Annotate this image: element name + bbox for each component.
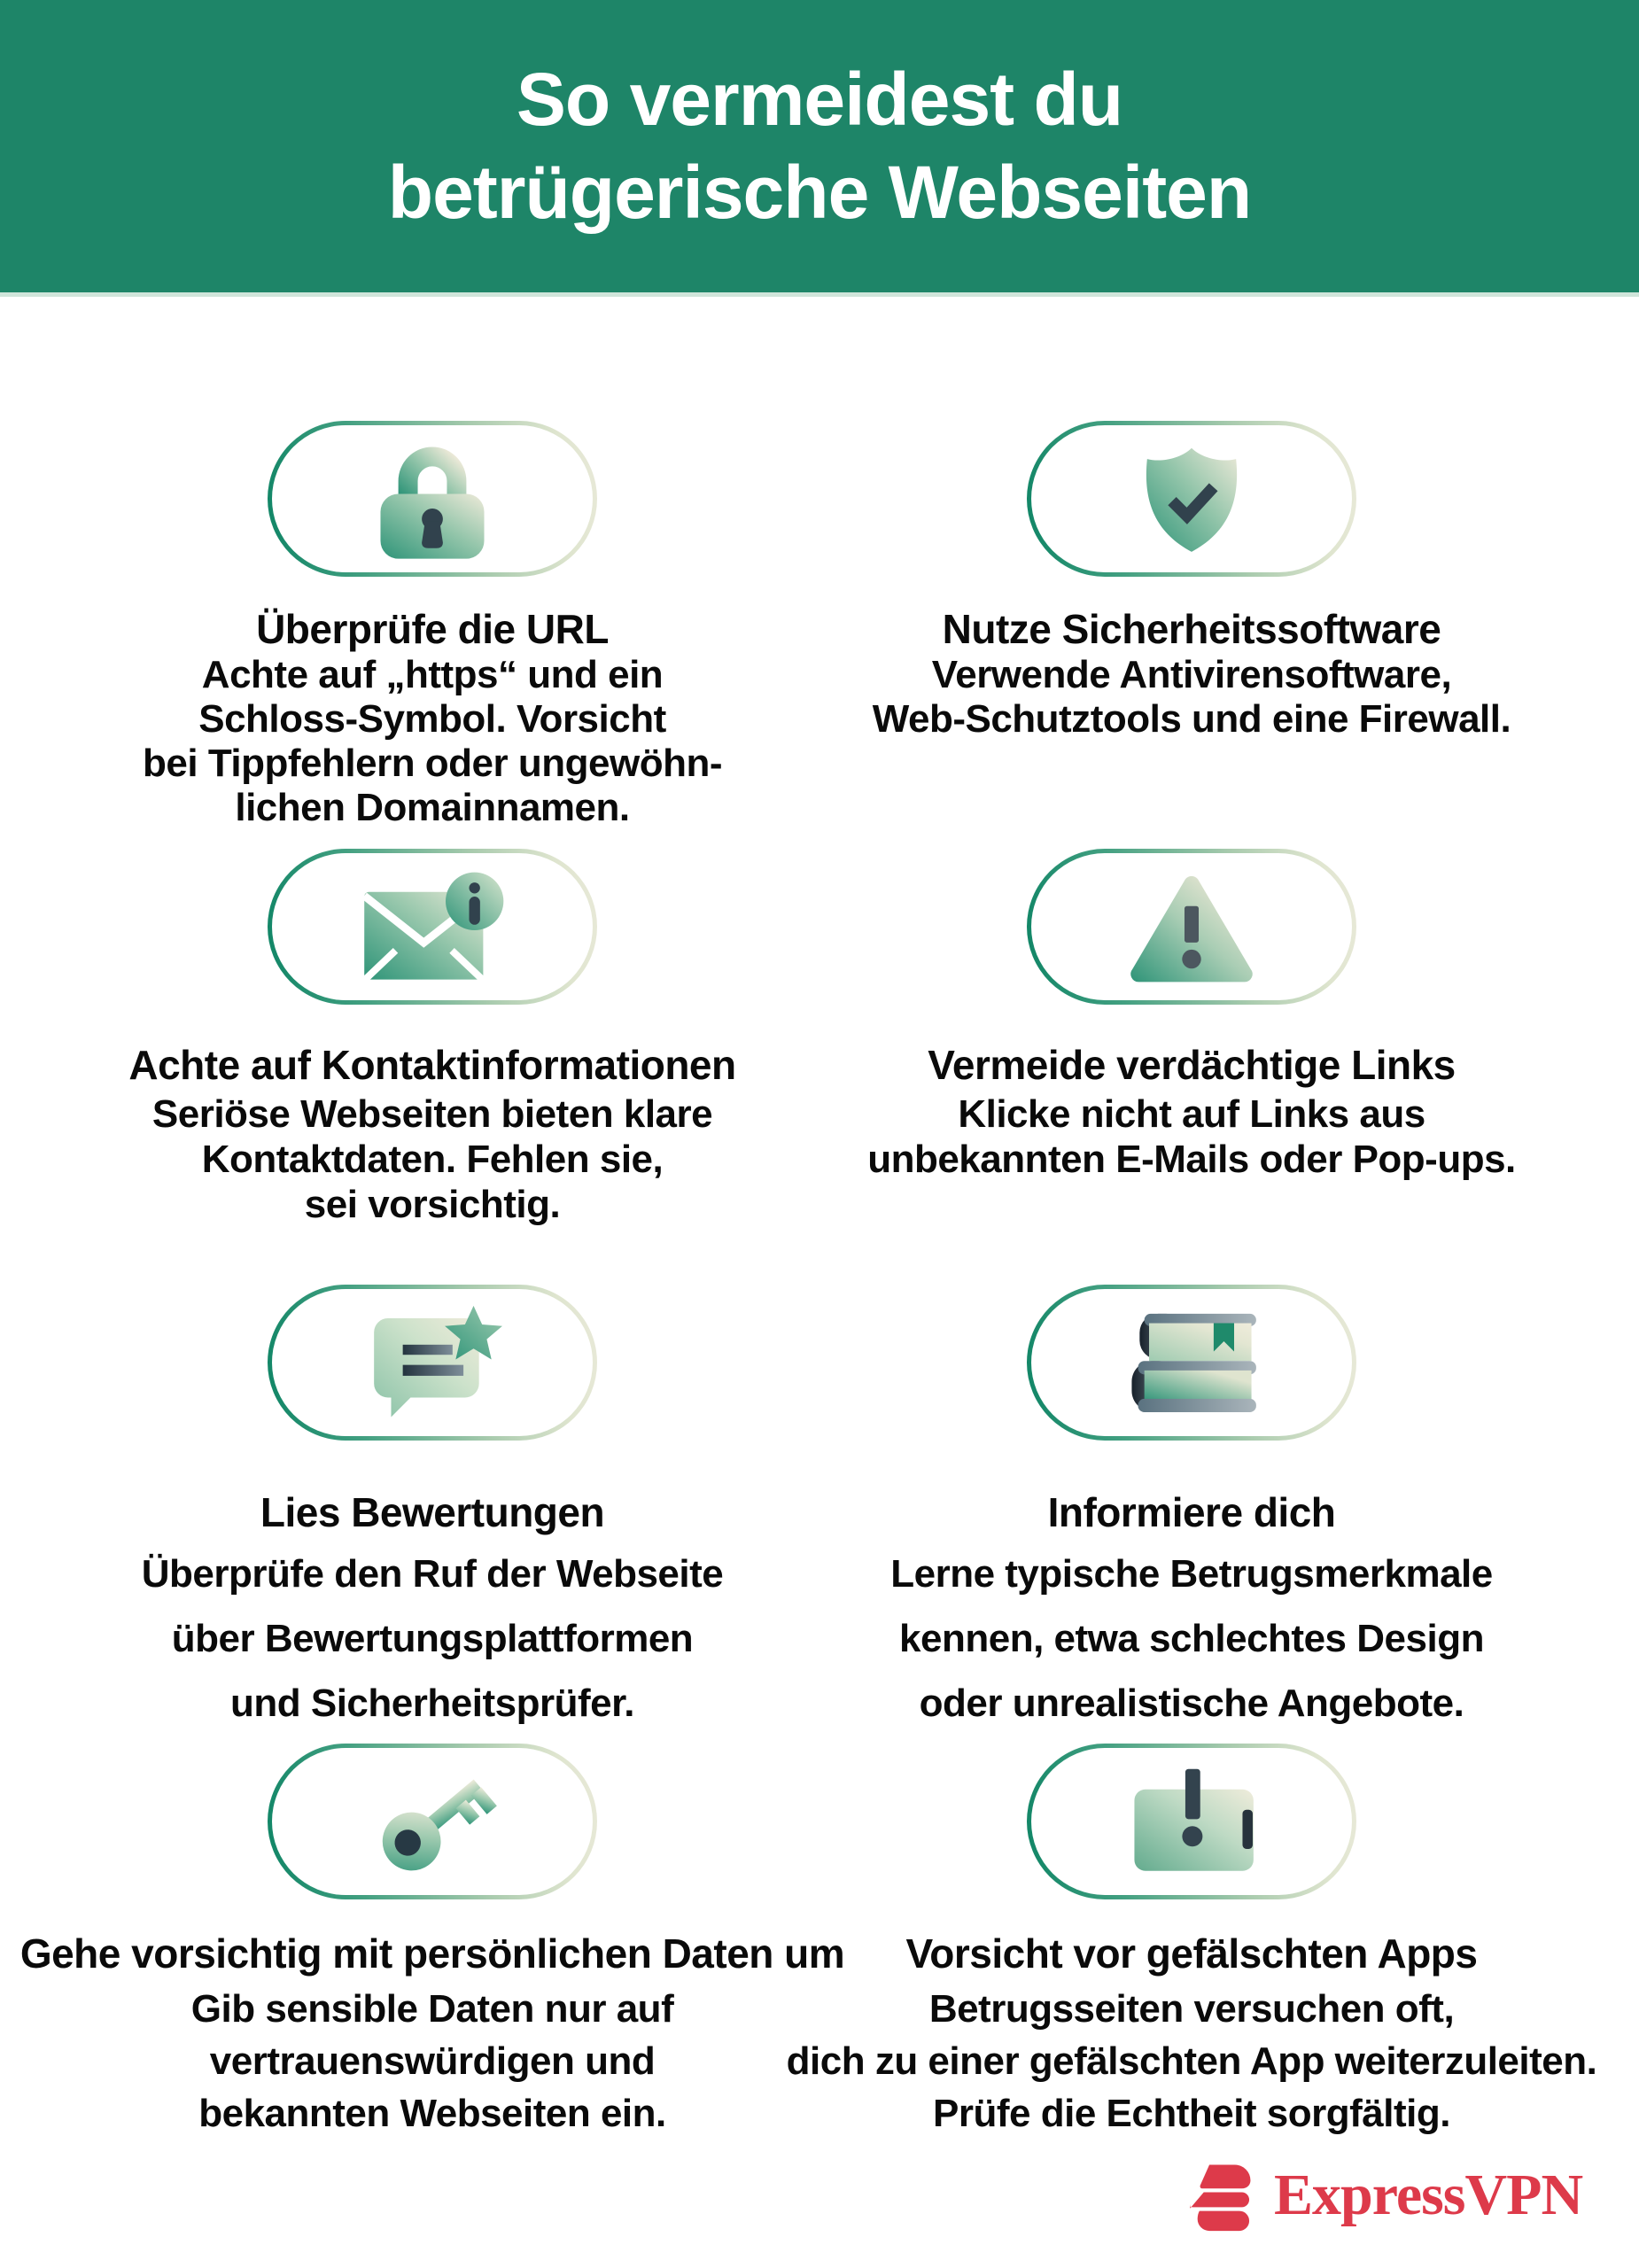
warning-triangle-icon xyxy=(1124,868,1259,985)
tip-body-line: über Bewertungsplattformen xyxy=(171,1617,694,1660)
tip-item-read-reviews xyxy=(7,1285,858,1736)
tip-body-line: Überprüfe den Ruf der Webseite xyxy=(141,1552,724,1596)
tip-body-line: vertrauenswürdigen und xyxy=(209,2039,656,2083)
review-chat-icon xyxy=(362,1304,502,1421)
tip-item-fake-apps xyxy=(749,1744,1635,2140)
lock-icon xyxy=(376,436,489,562)
tip-item-check-url xyxy=(7,421,858,830)
shield-check-icon xyxy=(1133,438,1250,560)
tip-body xyxy=(7,1542,858,1736)
tip-body-line: Verwende Antivirensoftware, xyxy=(931,653,1452,696)
tip-title: Vorsicht vor gefälschten Apps xyxy=(905,1930,1478,1977)
tip-title: Überprüfe die URL xyxy=(256,606,609,652)
tip-body-line: Betrugsseiten versuchen oft, xyxy=(928,1987,1455,2031)
tip-body-line: Lerne typische Betrugsmerkmale xyxy=(890,1552,1493,1596)
tip-title: Vermeide verdächtige Links xyxy=(928,1042,1456,1088)
expressvpn-logo-icon xyxy=(1180,2155,1260,2236)
tip-body-line: sei vorsichtig. xyxy=(304,1183,561,1226)
tip-body xyxy=(749,1091,1635,1182)
tip-body xyxy=(749,1542,1635,1736)
icon-pill xyxy=(268,1744,597,1899)
tip-item-suspicious-links xyxy=(749,849,1635,1182)
tip-item-security-software xyxy=(749,421,1635,742)
tip-body-line: dich zu einer gefälschten App weiterzuleiten. xyxy=(786,2039,1597,2083)
tip-title: Nutze Sicherheitssoftware xyxy=(942,606,1441,652)
phone-warning-icon xyxy=(1117,1766,1266,1877)
header-banner xyxy=(0,0,1639,297)
icon-pill xyxy=(268,849,597,1005)
tip-body-line: Web-Schutztools und eine Firewall. xyxy=(872,697,1511,741)
tip-body-line: und Sicherheitsprüfer. xyxy=(230,1682,634,1725)
tip-item-inform-yourself xyxy=(749,1285,1635,1736)
mail-info-icon xyxy=(357,870,508,983)
tip-body xyxy=(7,1091,858,1227)
tip-body-line: Seriöse Webseiten bieten klare xyxy=(151,1092,713,1136)
expressvpn-logo xyxy=(1180,2151,1582,2240)
tip-body xyxy=(7,653,858,830)
key-icon xyxy=(367,1765,498,1878)
books-icon xyxy=(1121,1310,1262,1415)
icon-pill xyxy=(1027,849,1356,1005)
icon-pill xyxy=(268,1285,597,1441)
icon-pill xyxy=(1027,1744,1356,1899)
tip-body-line: Gib sensible Daten nur auf xyxy=(190,1987,674,2031)
tip-body-line: Schloss-Symbol. Vorsicht xyxy=(198,697,666,741)
page-title-line1: So vermeidest du xyxy=(516,58,1123,141)
tip-body-line: bekannten Webseiten ein. xyxy=(198,2092,666,2135)
expressvpn-wordmark: ExpressVPN xyxy=(1274,2163,1583,2227)
tip-body-line: Klicke nicht auf Links aus xyxy=(958,1092,1425,1136)
tip-body-line: bei Tippfehlern oder ungewöhn- xyxy=(143,742,722,785)
tip-body-line: oder unrealistische Angebote. xyxy=(919,1682,1464,1725)
tip-body-line: kennen, etwa schlechtes Design xyxy=(899,1617,1484,1660)
icon-pill xyxy=(268,421,597,577)
tip-body-line: Prüfe die Echtheit sorgfältig. xyxy=(933,2092,1450,2135)
icon-pill xyxy=(1027,1285,1356,1441)
tip-body-line: unbekannten E-Mails oder Pop-ups. xyxy=(867,1138,1516,1181)
tip-title: Informiere dich xyxy=(1047,1489,1336,1535)
tip-body-line: Achte auf „https“ und ein xyxy=(201,653,664,696)
tip-item-personal-data xyxy=(7,1744,858,2140)
page-title-line2: betrügerische Webseiten xyxy=(387,151,1252,234)
icon-pill xyxy=(1027,421,1356,577)
tip-body-line: Kontaktdaten. Fehlen sie, xyxy=(201,1138,664,1181)
tip-title: Gehe vorsichtig mit persönlichen Daten um xyxy=(19,1930,845,1977)
tip-body-line: lichen Domainnamen. xyxy=(235,786,630,829)
tip-body xyxy=(7,1983,858,2140)
tip-body xyxy=(749,1983,1635,2140)
tip-title: Lies Bewertungen xyxy=(260,1489,605,1535)
tip-item-contact-info xyxy=(7,849,858,1227)
tip-title: Achte auf Kontaktinformationen xyxy=(128,1042,736,1088)
tip-body xyxy=(749,653,1635,742)
